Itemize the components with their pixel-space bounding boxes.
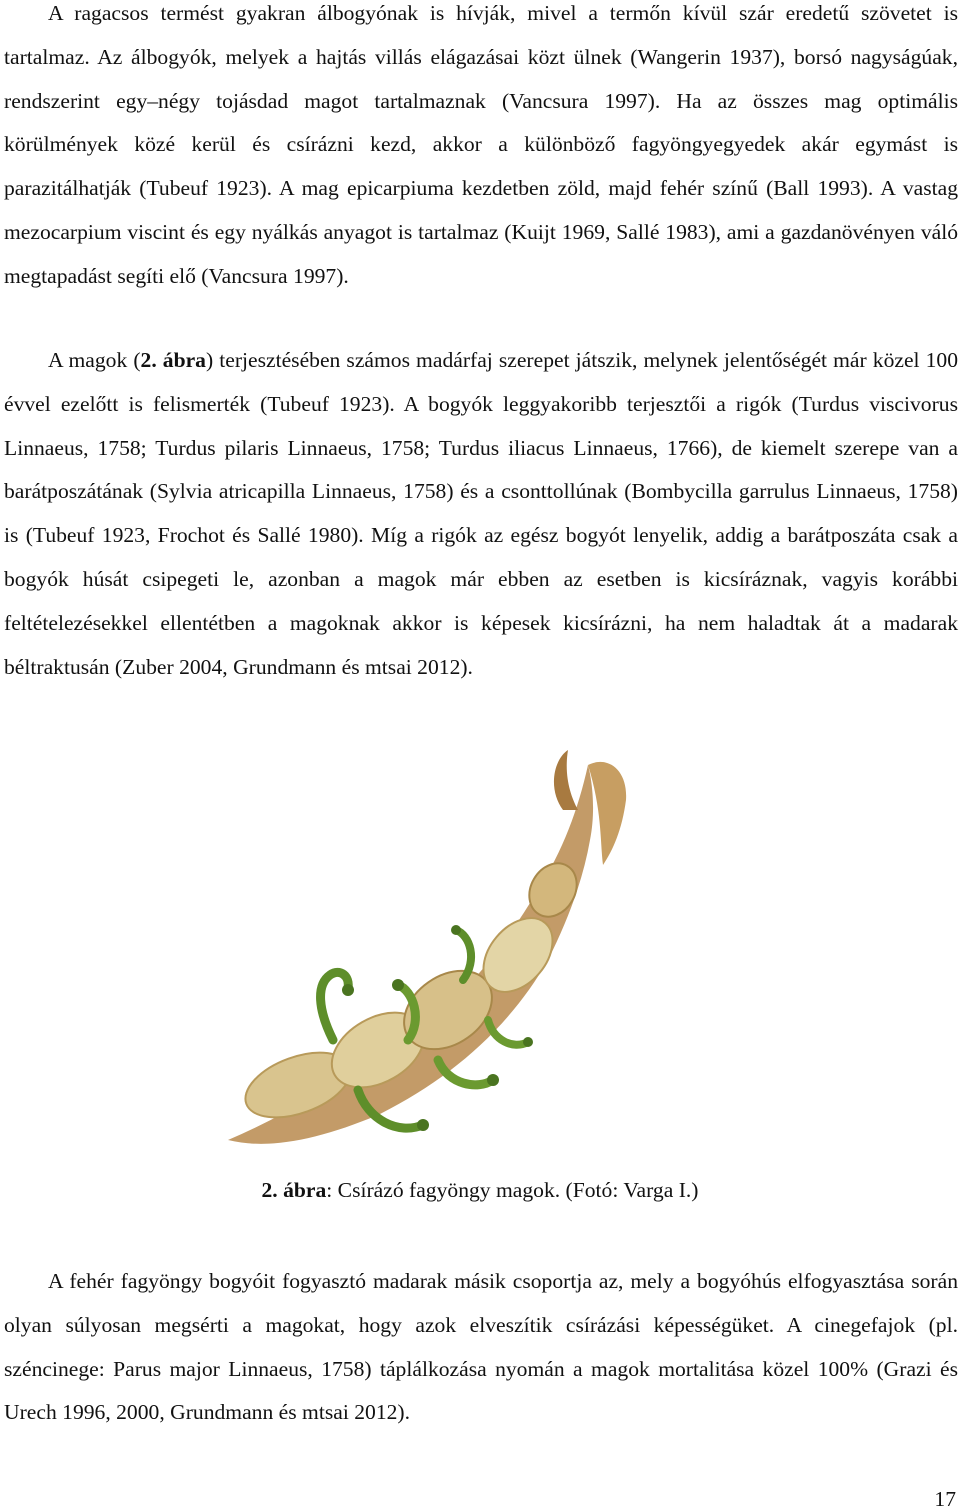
figure-caption [0,1172,960,1208]
figure-germinating-mistletoe-seeds [208,740,728,1160]
sprout-tip-3 [417,1119,429,1131]
sprout-tip-5 [451,925,461,935]
paragraph-2 [4,339,958,689]
sprout-1 [321,972,349,1040]
paragraph-2-lead: A magok ( [48,348,141,372]
stem-tip-small [554,750,578,810]
figure-caption-text: : Csírázó fagyöngy magok. (Fotó: Varga I.) [326,1178,699,1202]
sprout-tip-2 [392,979,404,991]
sprout-tip-6 [523,1037,533,1047]
figure-caption-label: 2. ábra [261,1178,327,1202]
sprout-tip-4 [487,1074,499,1086]
mistletoe-seeds-photo [208,740,728,1160]
paragraph-3: A fehér fagyöngy bogyóit fogyasztó madarak másik csoportja az, mely a bogyóhús elfogyasztása során olyan súlyosan megsérti a magokat, hogy azok elveszítik csírázási képességüket. A cinegefajok (pl. széncinege: Parus major Linnaeus, 1758) táplálkozása nyomán a magok mortalitása közel 100% (Grazi és Urech 1996, 2000, Grundmann és mtsai 2012). [4,1269,958,1425]
sprout-tip-1 [342,984,354,996]
paragraph-1: A ragacsos termést gyakran álbogyónak is hívják, mivel a termőn kívül szár eredetű szövetet is tartalmaz. Az álbogyók, melyek a hajtás villás elágazásai közt ülnek (Wangerin 1937), borsó nagyságúak, rendszerint egy–négy tojásdad magot tartalmaznak (Vancsura 1997). Ha az összes mag optimális körülmények közé kerül és csírázni kezd, akkor a különböző fagyöngyegyedek akár egymást is parazitálhatják (Tubeuf 1923). A mag epicarpiuma kezdetben zöld, majd fehér színű (Ball 1993). A vastag mezocarpium viscint és egy nyálkás anyagot is tartalmaz (Kuijt 1969, Sallé 1983), ami a gazdanövényen váló megtapadást segíti elő (Vancsura 1997). [4,1,958,288]
stem-tip [588,762,626,865]
page-number: 17 [934,1487,956,1511]
paragraph-2-body: ) terjesztésében számos madárfaj szerepet játszik, melynek jelentőségét már közel 100 évvel ezelőtt is felismerték (Tubeuf 1923). A bogyók leggyakoribb terjesztői a rigók (Turdus viscivorus Linnaeus, 1758; Turdus pilaris Linnaeus, 1758; Turdus iliacus Linnaeus, 1766), de kiemelt szerepe van a barátposzátának (Sylvia atricapilla Linnaeus, 1758) és a csonttollúnak (Bombycilla garrulus Linnaeus, 1758) is (Tubeuf 1923, Frochot és Sallé 1980). Míg a rigók az egész bogyót lenyelik, addig a barátposzáta csak a bogyók húsát csipegeti le, azonban a magok már ebben az esetben is kicsíráznak, vagyis korábbi feltételezésekkel ellentétben a magoknak akkor is képesek kicsírázni, ha nem haladtak át a madarak béltraktusán (Zuber 2004, Grundmann és mtsai 2012). [4,348,958,679]
figure-reference: 2. ábra [140,348,206,372]
